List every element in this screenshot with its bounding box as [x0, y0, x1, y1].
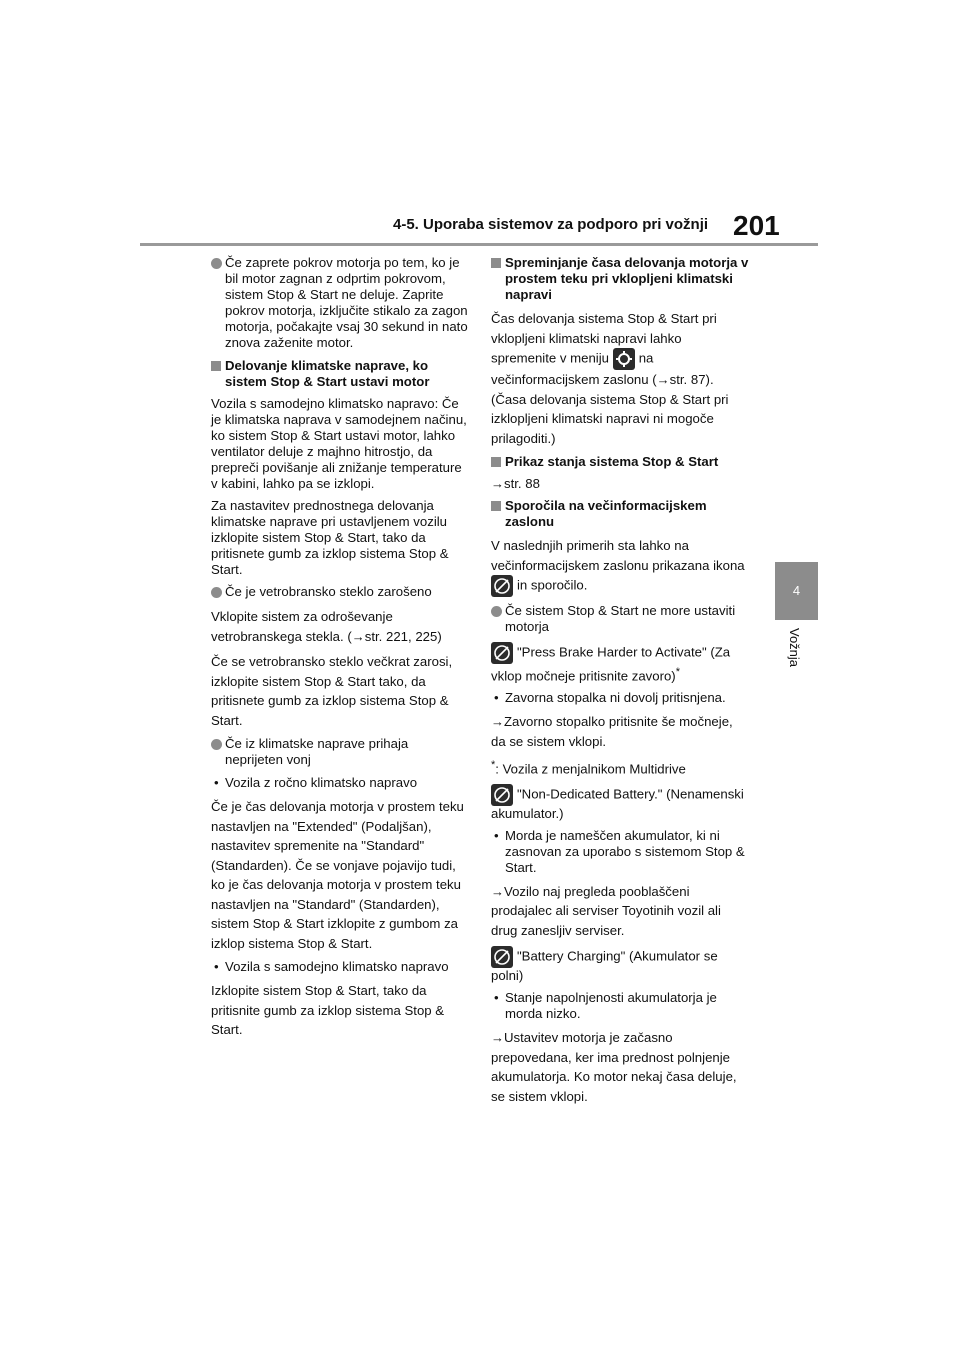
square-marker-icon	[211, 361, 221, 371]
sub-bullet-text: Morda je nameščen akumulator, ki ni zasnovan za uporabo s sistemom Stop & Start.	[505, 827, 745, 875]
stop-start-indicator-icon	[491, 946, 513, 968]
heading-text: Spreminjanje časa delovanja motorja v prostem teku pri vklopljeni klimatski napravi	[505, 255, 749, 302]
footnote	[491, 757, 749, 777]
bullet-text: Če sistem Stop & Start ne more ustaviti motorja	[505, 603, 736, 634]
action-line	[491, 712, 749, 751]
message-text: "Battery Charging" (Akumulator se polni)	[491, 948, 718, 984]
heading-idle-time	[491, 255, 749, 303]
sub-bullet	[211, 775, 469, 791]
action-line	[491, 1028, 749, 1106]
text: in sporočilo.	[517, 577, 588, 593]
stop-start-indicator-icon	[491, 575, 513, 597]
arrow-icon: →	[351, 628, 365, 644]
paragraph: Za nastavitev prednostnega delovanja klimatske naprave pri ustavljenem vozilu izklopite sistem Stop & Start, tako da pritisnete gumb za izklop sistema Stop & Start.	[211, 498, 449, 577]
message-line	[491, 784, 749, 822]
stop-start-indicator-icon	[491, 642, 513, 664]
bullet-text: Če je vetrobransko steklo zarošeno	[225, 584, 432, 599]
action-text: Zavorno stopalko pritisnite še močneje, da se sistem vklopi.	[491, 714, 733, 749]
square-marker-icon	[491, 258, 501, 268]
dot-marker-icon: •	[214, 775, 219, 790]
arrow-icon: →	[491, 714, 504, 730]
page-reference: str. 88	[504, 476, 540, 491]
bullet-windshield	[211, 584, 469, 600]
arrow-icon: →	[491, 476, 504, 491]
sub-bullet	[491, 690, 749, 706]
header-rule	[140, 243, 818, 246]
footnote-text: : Vozila z menjalnikom Multidrive	[495, 761, 686, 777]
sub-bullet	[491, 828, 749, 876]
sub-bullet	[491, 990, 749, 1022]
bullet-hood	[211, 255, 469, 351]
sub-bullet	[211, 959, 469, 975]
action-line	[491, 882, 749, 941]
heading-text: Sporočila na večinformacijskem zaslonu	[505, 498, 707, 529]
arrow-icon: →	[491, 883, 504, 899]
heading-text: Delovanje klimatske naprave, ko sistem Stop & Start ustavi motor	[225, 358, 430, 389]
square-marker-icon	[491, 457, 501, 467]
dot-marker-icon: •	[494, 827, 499, 843]
chapter-tab: 4	[775, 562, 818, 620]
text: Čas delovanja sistema Stop & Start pri vklopljeni klimatski napravi lahko spremenite v meniju	[491, 311, 717, 366]
bullet-dot-icon	[211, 587, 222, 598]
section-title: 4-5. Uporaba sistemov za podporo pri vožnji	[393, 216, 709, 233]
bullet-text: Če zaprete pokrov motorja po tem, ko je bil motor zagnan z odprtim pokrovom, sistem Stop & Start ne deluje. Zaprite pokrov motorja, izključite stikalo za zagon motorja, počakajte vsaj 30 sekund in nato znova zaženite motor.	[225, 255, 468, 350]
arrow-icon: →	[491, 1030, 504, 1046]
text: Vklopite sistem za odroševanje vetrobranskega stekla. (	[211, 609, 393, 644]
paragraph: Če se vetrobransko steklo večkrat zarosi, izklopite sistem Stop & Start tako, da pritisnete gumb za izklop sistema Stop & Start.	[211, 654, 453, 728]
heading-status	[491, 454, 749, 470]
chapter-label: Vožnja	[787, 628, 802, 668]
message-text: "Non-Dedicated Battery." (Nenamenski akumulator.)	[491, 786, 744, 821]
dot-marker-icon: •	[214, 959, 219, 974]
page-number: 201	[733, 210, 780, 241]
paragraph: Vozila s samodejno klimatsko napravo: Če je klimatska naprava v samodejnem načinu, ko sistem Stop & Start ustavi motor, lahko ventilator deluje z majhno hitrostjo, da prepreči povišanje ali znižanje temperature v kabini, lahko pa se izklopi.	[211, 396, 467, 491]
paragraph	[491, 309, 749, 448]
footnote-marker: *	[491, 759, 496, 772]
action-text: Ustavitev motorja je začasno prepovedana, ker ima prednost polnjenje akumulatorja. Ko motor nekaj časa deluje, se sistem vklopi.	[491, 1030, 737, 1104]
action-text: Vozilo naj pregleda pooblaščeni prodajalec ali serviser Toyotinih vozil ali drug zanesljiv serviser.	[491, 883, 721, 938]
right-column	[491, 255, 749, 1112]
bullet-odor	[211, 736, 469, 768]
message-text: "Press Brake Harder to Activate" (Za vklop močneje pritisnite zavoro)	[491, 644, 731, 684]
message-line	[491, 946, 749, 984]
heading-messages	[491, 498, 749, 530]
text: na večinformacijskem zaslonu (	[491, 350, 657, 387]
text: V naslednjih primerih sta lahko na večinformacijskem zaslonu prikazana ikona	[491, 538, 745, 573]
message-line	[491, 642, 749, 684]
square-marker-icon	[491, 501, 501, 511]
bullet-dot-icon	[211, 258, 222, 269]
paragraph: Izklopite sistem Stop & Start, tako da pritisnite gumb za izklop sistema Stop & Start.	[211, 983, 445, 1037]
left-column	[211, 255, 469, 1046]
heading-climate	[211, 358, 469, 390]
paragraph	[491, 476, 749, 492]
dot-marker-icon: •	[494, 690, 499, 706]
stop-start-indicator-icon	[491, 784, 513, 806]
paragraph	[491, 536, 749, 597]
arrow-icon: →	[656, 372, 670, 387]
heading-text: Prikaz stanja sistema Stop & Start	[505, 454, 719, 469]
sub-bullet-text: Vozila z ročno klimatsko napravo	[225, 775, 418, 790]
footnote-marker: *	[675, 666, 680, 678]
sub-bullet-text: Zavorna stopalka ni dovolj pritisnjena.	[505, 690, 726, 706]
gear-icon	[613, 348, 635, 370]
bullet-cannot-stop	[491, 603, 749, 635]
bullet-dot-icon	[211, 739, 222, 750]
bullet-text: Če iz klimatske naprave prihaja neprijeten vonj	[225, 736, 409, 767]
bullet-dot-icon	[491, 606, 502, 617]
dot-marker-icon: •	[494, 990, 499, 1006]
page-reference: str. 221, 225)	[364, 628, 442, 644]
sub-bullet-text: Stanje napolnjenosti akumulatorja je morda nizko.	[505, 990, 717, 1022]
text: str. 87). (Časa delovanja sistema Stop & Start pri izklopljeni klimatski napravi ni mogoče prilagoditi.)	[491, 372, 729, 446]
sub-bullet-text: Vozila s samodejno klimatsko napravo	[225, 959, 449, 974]
paragraph: Če je čas delovanja motorja v prostem teku nastavljen na "Extended" (Podaljšan), nastavitev spremenite na "Standard" (Standarden). Če se vonjave pojavijo tudi, ko je čas delovanja motorja v prostem teku nastavljen na "Standard" (Standarden), sistem Stop & Start izklopite z gumbom za izklop sistema Stop & Start.	[211, 799, 464, 951]
paragraph	[211, 607, 469, 646]
